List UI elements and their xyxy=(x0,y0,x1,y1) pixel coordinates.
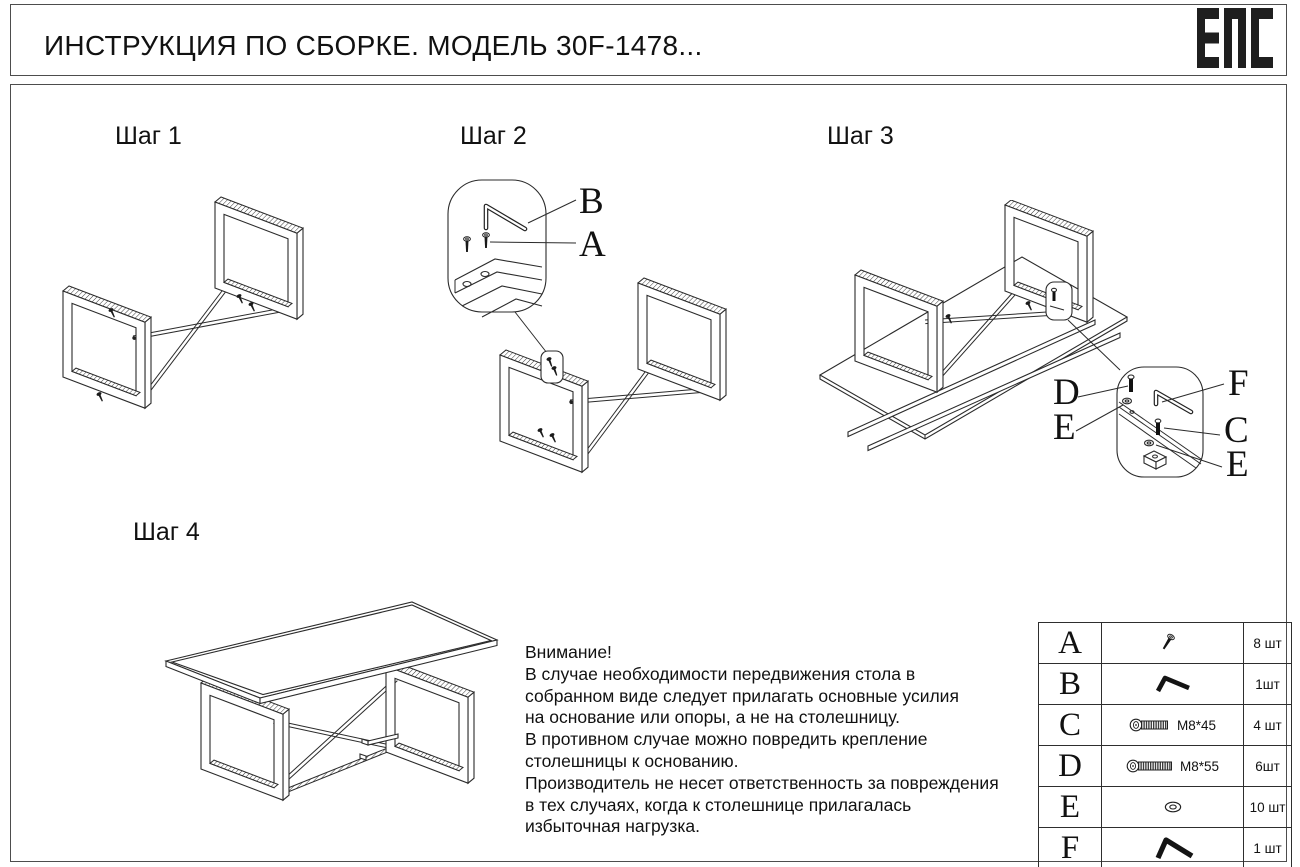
leg-frame-right xyxy=(386,661,474,783)
washer-icon xyxy=(1145,440,1154,446)
step3-heading: Шаг 3 xyxy=(827,122,894,150)
part-letter: E xyxy=(1039,787,1102,828)
part-qty: 1 шт xyxy=(1244,828,1292,867)
part-label-c: C xyxy=(1224,410,1249,451)
step2-heading: Шаг 2 xyxy=(460,122,527,150)
part-letter: B xyxy=(1039,664,1102,705)
joint-callout xyxy=(1046,282,1072,320)
warning-note xyxy=(525,642,1040,838)
part-label-b: B xyxy=(579,181,604,222)
hex-key-small-icon xyxy=(1151,672,1195,696)
warning-line: В противном случае можно повредить крепление xyxy=(525,729,928,750)
part-row-f xyxy=(1039,828,1292,867)
part-qty: 6шт xyxy=(1244,746,1292,787)
bolt-spec: M8*45 xyxy=(1176,717,1217,733)
part-letter: A xyxy=(1039,623,1102,664)
bolt-long-icon xyxy=(1126,758,1174,774)
part-row-a xyxy=(1039,623,1292,664)
part-qty: 4 шт xyxy=(1244,705,1292,746)
page-title: ИНСТРУКЦИЯ ПО СБОРКЕ. МОДЕЛЬ 30F-1478... xyxy=(44,30,703,61)
washer-icon xyxy=(1123,398,1132,404)
detail-bubble xyxy=(448,180,546,317)
step2-illustration xyxy=(440,165,800,500)
step3-illustration xyxy=(810,200,1300,500)
floor-stretcher xyxy=(278,745,395,796)
part-label-e-lower: E xyxy=(1226,444,1249,485)
parts-table xyxy=(1038,622,1292,867)
part-qty: 1шт xyxy=(1244,664,1292,705)
label-leader-e-upper xyxy=(1076,405,1123,431)
part-letter: F xyxy=(1039,828,1102,867)
hex-key-large-icon xyxy=(1149,834,1197,862)
warning-line: в тех случаях, когда к столешнице прилагалась xyxy=(525,794,912,815)
part-label-e-upper: E xyxy=(1053,407,1076,448)
bolt-spec: M8*55 xyxy=(1179,758,1220,774)
warning-line: собранном виде следует прилагать основные усилия xyxy=(525,685,959,706)
step1-heading: Шаг 1 xyxy=(115,122,182,150)
joint-callout xyxy=(541,351,563,383)
part-label-f: F xyxy=(1228,363,1249,404)
part-qty: 8 шт xyxy=(1244,623,1292,664)
part-label-a: A xyxy=(579,224,606,265)
part-row-e xyxy=(1039,787,1292,828)
screw xyxy=(537,427,546,438)
part-letter: C xyxy=(1039,705,1102,746)
leg-frame-left xyxy=(63,286,151,408)
step4-heading: Шаг 4 xyxy=(133,518,200,546)
part-row-d xyxy=(1039,746,1292,787)
part-qty: 10 шт xyxy=(1244,787,1292,828)
bolt-icon xyxy=(1129,717,1171,733)
callout-leader xyxy=(515,312,547,353)
step1-illustration xyxy=(55,188,385,428)
detail-bubble xyxy=(1117,367,1203,477)
part-label-d: D xyxy=(1053,372,1080,413)
warning-line: столешницы к основанию. xyxy=(525,750,739,771)
part-row-b xyxy=(1039,664,1292,705)
warning-title: Внимание! xyxy=(525,642,612,662)
part-letter: D xyxy=(1039,746,1102,787)
warning-line: на основание или опоры, а не на столешницу. xyxy=(525,707,900,728)
leg-frame-right xyxy=(638,278,726,400)
step4-illustration xyxy=(150,588,570,867)
screw-icon xyxy=(1161,630,1185,656)
screw xyxy=(549,432,558,443)
washer-icon xyxy=(1160,799,1186,815)
warning-line: В случае необходимости передвижения стола в xyxy=(525,663,916,684)
part-row-c xyxy=(1039,705,1292,746)
warning-line: избыточная нагрузка. xyxy=(525,816,700,837)
leg-frame-right xyxy=(215,197,303,319)
warning-line: Производитель не несет ответственность за повреждения xyxy=(525,772,999,793)
eac-logo-icon xyxy=(1197,8,1275,68)
